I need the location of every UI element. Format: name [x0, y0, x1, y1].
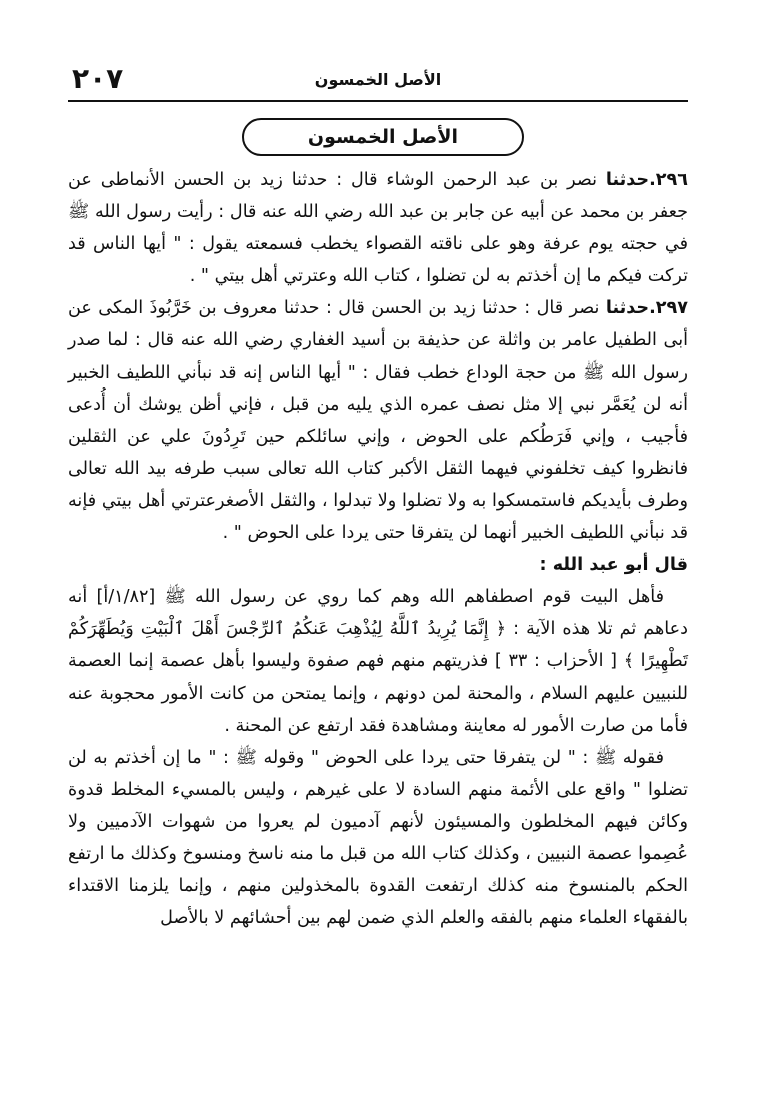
page-number: ٢٠٧	[72, 62, 124, 95]
running-title: الأصل الخمسون	[314, 70, 442, 89]
body-text	[68, 164, 688, 934]
hadith-lead: حدثنا	[605, 170, 650, 190]
commentary-paragraph-2: فقوله ﷺ : " لن يتفرقا حتى يردا على الحوض " وقوله ﷺ : " ما إن أخذتم به لن تضلوا " واقع على الأئمة منهم السادة لا على غيرهم ، وليس بالمسيء المخلط قدوة وكائن فيهم المخلطون والمسيئون لأنهم آدميون لم يعروا من شهوات الآدميين ولا عُصِموا عصمة النبيين ، وكذلك كتاب الله من قبل ما منه ناسخ ومنسوخ وكذلك ما ارتفع الحكم بالمنسوخ منه كذلك ارتفعت القدوة بالمخذولين منهم ، وإنما يلزمنا الاقتداء بالفقهاء العلماء منهم بالفقه والعلم الذي ضمن لهم بين أحشائهم لا بالأصل	[68, 747, 688, 929]
hadith-lead: حدثنا	[605, 298, 650, 319]
hadith-number: ٢٩٦.	[649, 170, 688, 190]
commentary-heading: قال أبو عبد الله :	[539, 555, 688, 576]
hadith-text: نصر قال : حدثنا زيد بن الحسن قال : حدثنا معروف بن خَرَّبُوذَ المكى عن أبى الطفيل عامر بن واثلة عن حذيفة بن أسيد الغفاري رضي الله عنه قال : لما صدر رسول الله ﷺ من حجة الوداع خطب فقال : " أيها الناس إنه قد نبأني اللطيف الخبير أنه لن يُعَمَّر نبي إلا مثل نصف عمره الذي يليه من قبل ، فإني أظن يوشك أن أُدعى فأجيب ، وإني فَرَطُكم على الحوض ، وإني سائلكم حين تَرِدُونَ علي عن الثقلين فانظروا كيف تخلفوني فيهما الثقل الأكبر كتاب الله تعالى سبب طرفه بيد الله تعالى وطرف بأيديكم فاستمسكوا به ولا تضلوا ولا تبدلوا ، والثقل الأصغرعترتي أهل بيتي فإنه قد نبأني اللطيف الخبير أنهما لن يتفرقا حتى يردا على الحوض " .	[68, 298, 688, 544]
section-title: الأصل الخمسون	[242, 118, 524, 156]
header-divider	[68, 100, 688, 102]
commentary-paragraph-1: فأهل البيت قوم اصطفاهم الله وهم كما روي عن رسول الله ﷺ [١/٨٢/أ] أنه دعاهم ثم تلا هذه الآية : ﴿ إِنَّمَا يُرِيدُ ٱللَّهُ لِيُذْهِبَ عَنكُمُ ٱلرِّجْسَ أَهْلَ ٱلْبَيْتِ وَيُطَهِّرَكُمْ تَطْهِيرًا ﴾ [ الأحزاب : ٣٣ ] فذريتهم منهم فهم صفوة وليسوا بأهل عصمة إنما العصمة للنبيين عليهم السلام ، والمحنة لمن دونهم ، وإنما يمتحن من كانت الأمور محجوبة عنه فأما من صارت الأمور له معاينة ومشاهدة فقد ارتفع عن المحنة .	[68, 587, 688, 736]
page-header	[68, 62, 688, 98]
hadith-text: نصر بن عبد الرحمن الوشاء قال : حدثنا زيد بن الحسن الأنماطى عن جعفر بن محمد عن أبيه عن جابر بن عبد الله رضي الله عنه قال : رأيت رسول الله ﷺ في حجته يوم عرفة وهو على ناقته القصواء يخطب فسمعته يقول : " أيها الناس قد تركت فيكم ما إن أخذتم به لن تضلوا ، كتاب الله وعترتي أهل بيتي " .	[68, 170, 688, 287]
hadith-297	[68, 292, 688, 549]
hadith-296	[68, 164, 688, 292]
hadith-number: ٢٩٧.	[649, 298, 688, 319]
